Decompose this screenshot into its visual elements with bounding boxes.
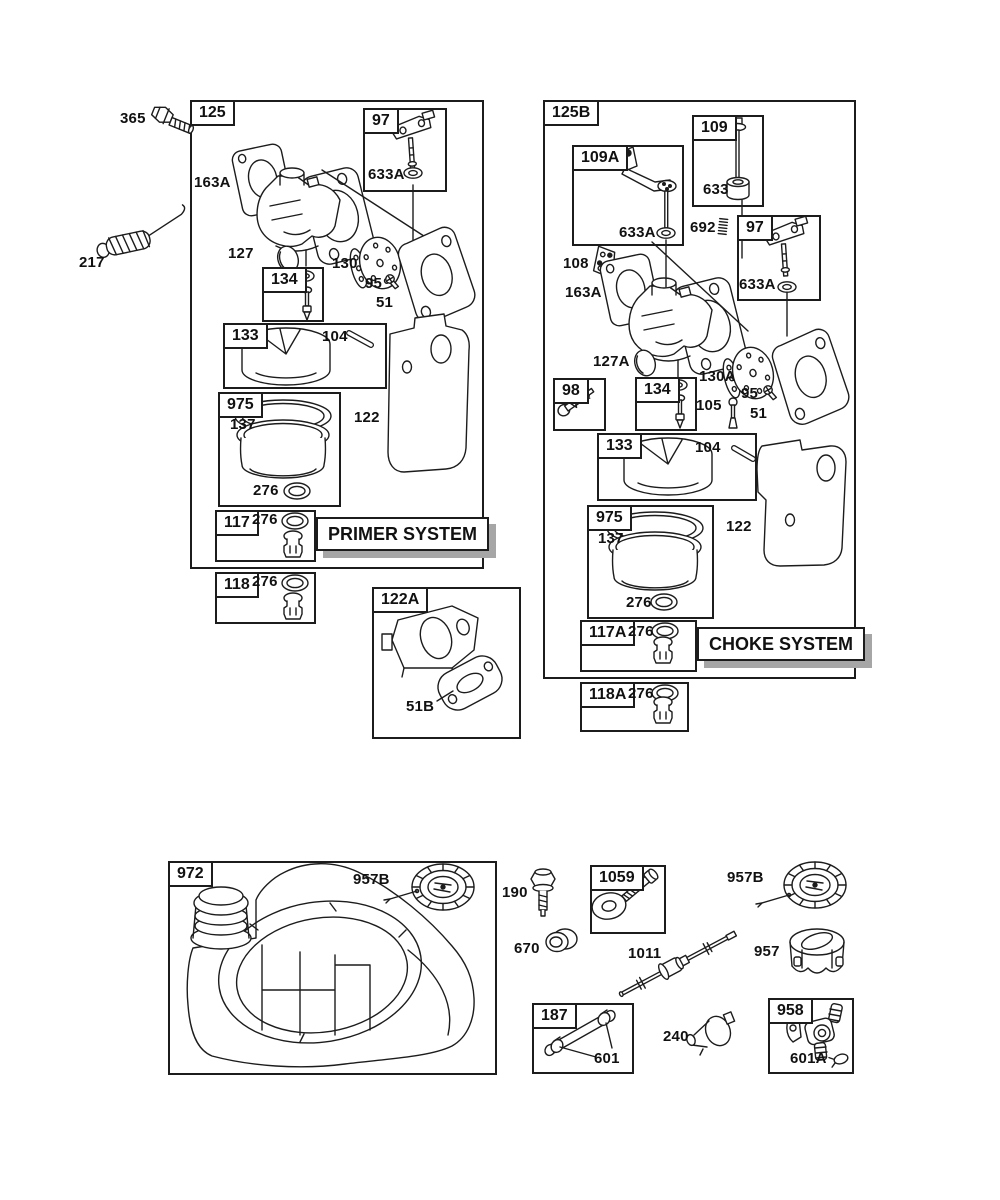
gasket-51-left-drawing [394, 224, 479, 326]
washer-633A-left-drawing [404, 168, 422, 178]
callout-957B-right: 957B [727, 869, 764, 886]
tag-118: 118 [215, 572, 259, 598]
tag-122A: 122A [372, 587, 428, 613]
clamp-601A-icon [829, 1052, 849, 1067]
callout-104-right: 104 [695, 439, 721, 456]
oring-276-117-drawing [282, 513, 308, 529]
tag-117: 117 [215, 510, 259, 536]
oring-276-bowl-right-drawing [651, 594, 677, 610]
float-pin-104-left-drawing [349, 333, 371, 345]
callout-692: 692 [690, 219, 716, 236]
bolt-190-drawing [531, 869, 555, 916]
callout-276-118A: 276 [628, 685, 654, 702]
callout-276-118: 276 [252, 573, 278, 590]
callout-108: 108 [563, 255, 589, 272]
callout-670: 670 [514, 940, 540, 957]
callout-365: 365 [120, 110, 146, 127]
callout-276-bowl-left: 276 [253, 482, 279, 499]
spring-692-drawing [718, 219, 728, 235]
callout-51-left: 51 [376, 294, 394, 311]
governor-spring-217-drawing [92, 205, 192, 259]
callout-163A-right: 163A [565, 284, 602, 301]
oring-276-118-drawing [282, 575, 308, 591]
callout-217: 217 [79, 254, 105, 271]
callout-137-right: 137 [598, 530, 624, 547]
fuel-cap-957B-right-drawing [784, 862, 846, 908]
callout-127A: 127A [593, 353, 630, 370]
tag-972: 972 [168, 861, 213, 887]
plug-118A-drawing [654, 697, 672, 723]
bracket-122-right-drawing [757, 440, 846, 566]
callout-601A: 601A [790, 1050, 827, 1067]
callout-1011: 1011 [628, 945, 662, 962]
fuel-cap-957B-left-drawing [412, 864, 474, 910]
callout-51B: 51B [406, 698, 435, 715]
callout-163A-left: 163A [194, 174, 231, 191]
tag-975-left: 975 [218, 392, 263, 418]
callout-276-117A: 276 [628, 623, 654, 640]
callout-104-left: 104 [322, 328, 348, 345]
washer-633A-109A-drawing [657, 228, 675, 238]
tag-109A: 109A [572, 145, 628, 171]
tag-133-left: 133 [223, 323, 268, 349]
callout-601: 601 [594, 1050, 620, 1067]
tag-134-left: 134 [262, 267, 307, 293]
callout-105: 105 [696, 397, 722, 414]
callout-127: 127 [228, 245, 254, 262]
callout-95-left: 95 [365, 275, 383, 292]
tag-187: 187 [532, 1003, 577, 1029]
tag-97-left: 97 [363, 108, 399, 134]
fuel-cap-957-drawing [790, 929, 844, 973]
callout-137-left: 137 [230, 416, 256, 433]
fuel-filter-240-drawing [685, 1012, 734, 1055]
callout-122-right: 122 [726, 518, 752, 535]
washer-633A-right-drawing [778, 282, 796, 292]
callout-122-left: 122 [354, 409, 380, 426]
callout-276-117: 276 [252, 511, 278, 528]
tag-109: 109 [692, 115, 737, 141]
bushing-670-drawing [546, 929, 577, 952]
callout-95-right: 95 [741, 385, 759, 402]
clip-95-right-drawing [762, 385, 779, 400]
callout-633: 633 [703, 181, 729, 198]
callout-130: 130 [332, 255, 358, 272]
choke-system-title: CHOKE SYSTEM [697, 627, 865, 661]
oring-276-bowl-left-drawing [284, 483, 310, 499]
primer-system-title: PRIMER SYSTEM [316, 517, 489, 551]
needle-105-drawing [729, 398, 737, 428]
plug-117-drawing [284, 531, 302, 557]
shaft-1011-drawing [616, 926, 739, 1002]
callout-633A-109A: 633A [619, 224, 656, 241]
callout-633A-left: 633A [368, 166, 405, 183]
bellcrank-109A-drawing [621, 147, 676, 228]
callout-240: 240 [663, 1028, 689, 1045]
callout-51-right: 51 [750, 405, 768, 422]
tag-133-right: 133 [597, 433, 642, 459]
tag-1059: 1059 [590, 865, 644, 891]
vent-pin-right-drawing [756, 893, 791, 907]
callout-957: 957 [754, 943, 780, 960]
callout-276-bowl-right: 276 [626, 594, 652, 611]
bracket-122-left-drawing [388, 314, 469, 472]
tag-98: 98 [553, 378, 589, 404]
plug-118-drawing [284, 593, 302, 619]
callout-190: 190 [502, 884, 528, 901]
tag-118A: 118A [580, 682, 635, 708]
tag-117A: 117A [580, 620, 635, 646]
plug-117A-drawing [654, 637, 672, 663]
tag-125: 125 [190, 100, 235, 126]
tag-97-right: 97 [737, 215, 773, 241]
callout-957B-left: 957B [353, 871, 390, 888]
callout-130A: 130A [699, 368, 736, 385]
callout-633A-right: 633A [739, 276, 776, 293]
tag-125B: 125B [543, 100, 599, 126]
gasket-51-right-drawing [768, 326, 853, 428]
float-pin-104-right-drawing [734, 448, 753, 459]
tag-958: 958 [768, 998, 813, 1024]
tag-134-right: 134 [635, 377, 680, 403]
tag-975-right: 975 [587, 505, 632, 531]
